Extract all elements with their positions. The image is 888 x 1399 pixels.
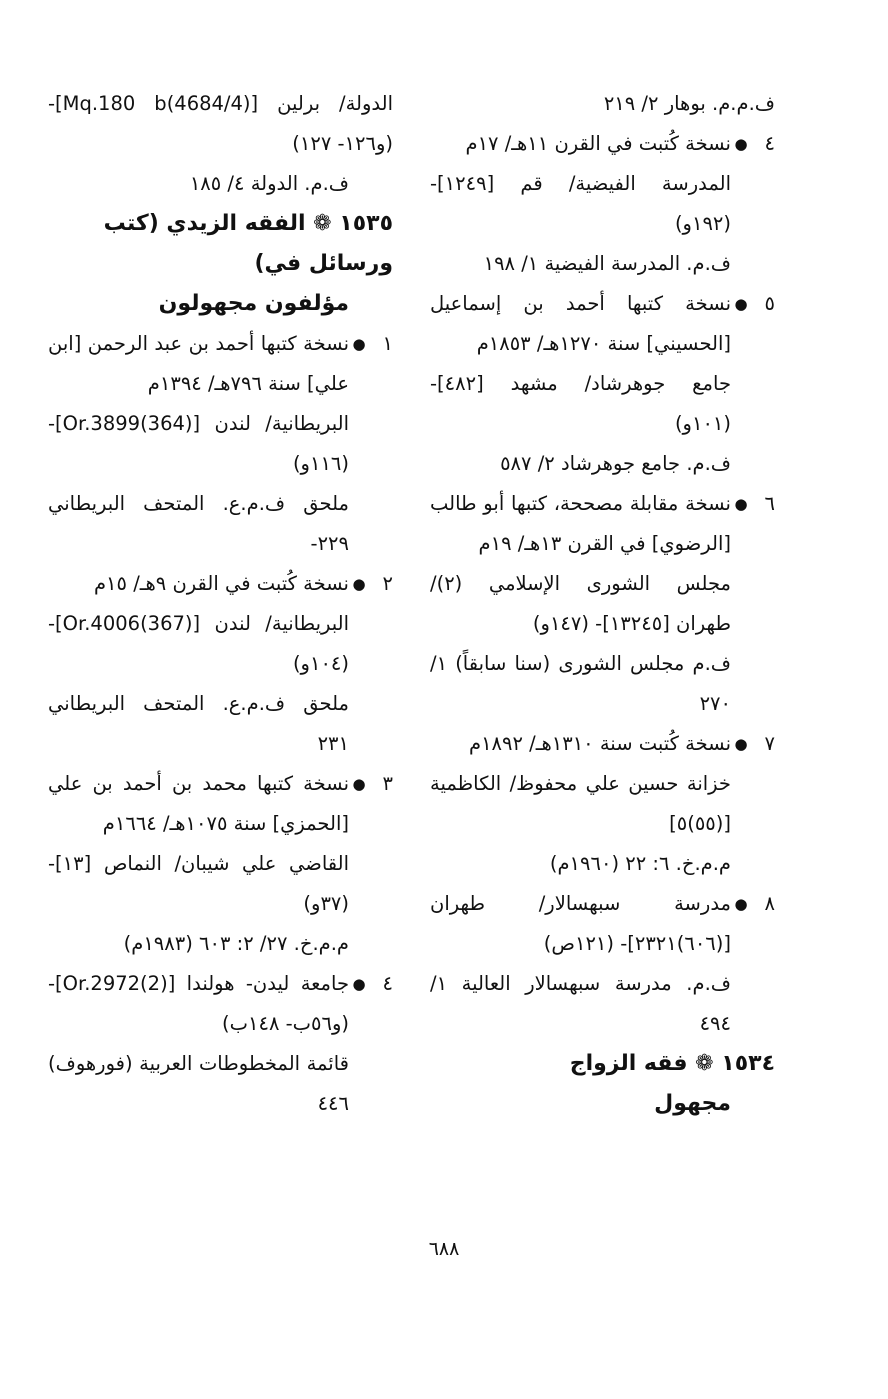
left-column bbox=[48, 84, 393, 1124]
page-number: ٦٨٨ bbox=[428, 1238, 460, 1260]
right-column bbox=[430, 84, 775, 1124]
entry-reference: م.م.خ. ٢٧/ ٢: ٦٠٣ (١٩٨٣م) bbox=[123, 932, 349, 955]
bullet-icon: ● bbox=[734, 135, 748, 153]
section-subheading: مؤلفون مجهولون bbox=[158, 291, 349, 316]
entry-text: نسخة كتبها محمد بن أحمد بن علي [الحمزي] سنة ١٠٧٥هـ/ ١٦٦٤م bbox=[48, 772, 349, 835]
entry-reference: قائمة المخطوطات العربية (فورهوف) ٤٤٦ bbox=[48, 1052, 349, 1115]
entry bbox=[430, 724, 775, 764]
entry-number: ٧ bbox=[764, 732, 775, 755]
entry-location: البريطانية/ لندن [(364)Or.3899]- (١١٦و) bbox=[48, 412, 349, 475]
bullet-icon: ● bbox=[734, 895, 748, 913]
bullet-icon: ● bbox=[734, 735, 748, 753]
entry-text: جامعة ليدن- هولندا [Or.2972(2)]- (و٥٦ب- ١٤٨ب) bbox=[48, 972, 349, 1035]
entry-location: المدرسة الفيضية/ قم [١٢٤٩]- (١٩٢و) bbox=[430, 172, 731, 235]
entry-location: مجلس الشورى الإسلامي (٢)/ طهران [١٣٢٤٥]- (١٤٧و) bbox=[430, 572, 731, 635]
section-subheading: مجهول bbox=[654, 1091, 731, 1116]
entry-text: نسخة كتبها أحمد بن عبد الرحمن [ابن علي] سنة ٧٩٦هـ/ ١٣٩٤م bbox=[48, 332, 349, 395]
entry-location: خزانة حسين علي محفوظ/ الكاظمية [(٥٥)٥] bbox=[430, 772, 731, 835]
entry-number: ٢ bbox=[382, 572, 393, 595]
entry-location: القاضي علي شيبان/ النماص [١٣]- (٣٧و) bbox=[48, 852, 349, 915]
bullet-icon: ● bbox=[734, 495, 748, 513]
entry-reference: ملحق ف.م.ع. المتحف البريطاني ٢٣١ bbox=[48, 692, 349, 755]
entry bbox=[430, 884, 775, 964]
entry-text: نسخة مقابلة مصححة، كتبها أبو طالب [الرضوي] في القرن ١٣هـ/ ١٩م bbox=[430, 492, 731, 555]
entry bbox=[48, 564, 393, 604]
bullet-icon: ● bbox=[734, 295, 748, 313]
bullet-icon: ● bbox=[352, 335, 366, 353]
entry bbox=[48, 764, 393, 844]
entry-text: نسخة كُتبت في القرن ٩هـ/ ١٥م bbox=[93, 572, 349, 595]
entry-text: نسخة كتبها أحمد بن إسماعيل [الحسيني] سنة ١٢٧٠هـ/ ١٨٥٣م bbox=[430, 292, 731, 355]
bullet-icon: ● bbox=[352, 975, 366, 993]
entry-reference: ف.م. المدرسة الفيضية ١/ ١٩٨ bbox=[483, 252, 731, 275]
entry-reference: م.م.خ. ٦: ٢٢ (١٩٦٠م) bbox=[549, 852, 731, 875]
entry-number: ٨ bbox=[764, 892, 775, 915]
entry-reference: ملحق ف.م.ع. المتحف البريطاني ٢٢٩- bbox=[48, 492, 349, 555]
section-heading: ١٥٣٤ ❁ فقه الزواج bbox=[569, 1051, 775, 1076]
entry-text: نسخة كُتبت سنة ١٣١٠هـ/ ١٨٩٢م bbox=[469, 732, 731, 755]
entry-number: ١ bbox=[382, 332, 393, 355]
entry-location: البريطانية/ لندن [(367)Or.4006]- (١٠٤و) bbox=[48, 612, 349, 675]
entry-reference: ف.م. مدرسة سبهسالار العالية ١/ ٤٩٤ bbox=[430, 972, 731, 1035]
entry-number: ٥ bbox=[764, 292, 775, 315]
entry-number: ٤ bbox=[382, 972, 393, 995]
top-reference: ف.م.م. بوهار ٢/ ٢١٩ bbox=[603, 92, 775, 115]
entry-text: نسخة كُتبت في القرن ١١هـ/ ١٧م bbox=[465, 132, 731, 155]
section-heading: ١٥٣٥ ❁ الفقه الزيدي (كتب ورسائل في) bbox=[103, 211, 393, 276]
bullet-icon: ● bbox=[352, 575, 366, 593]
entry-number: ٤ bbox=[764, 132, 775, 155]
entry-reference: ف.م. جامع جوهرشاد ٢/ ٥٨٧ bbox=[500, 452, 731, 475]
entry-reference: ف.م مجلس الشورى (سنا سابقاً) ١/ ٢٧٠ bbox=[430, 652, 731, 715]
entry bbox=[430, 124, 775, 164]
entry bbox=[48, 964, 393, 1044]
entry-text: مدرسة سبهسالار/ طهران [(٦٠٦)٢٣٢١]- (١٢١ص) bbox=[430, 892, 731, 955]
entry-number: ٦ bbox=[764, 492, 775, 515]
entry bbox=[430, 484, 775, 564]
entry-number: ٣ bbox=[382, 772, 393, 795]
entry bbox=[48, 324, 393, 404]
entry bbox=[430, 284, 775, 364]
top-reference: ف.م. الدولة ٤/ ١٨٥ bbox=[189, 172, 349, 195]
continued-location: الدولة/ برلين [(4684/4)Mq.180 b]- (و١٢٦- ١٢٧) bbox=[48, 92, 393, 155]
bullet-icon: ● bbox=[352, 775, 366, 793]
entry-location: جامع جوهرشاد/ مشهد [٤٨٢]- (١٠١و) bbox=[430, 372, 731, 435]
